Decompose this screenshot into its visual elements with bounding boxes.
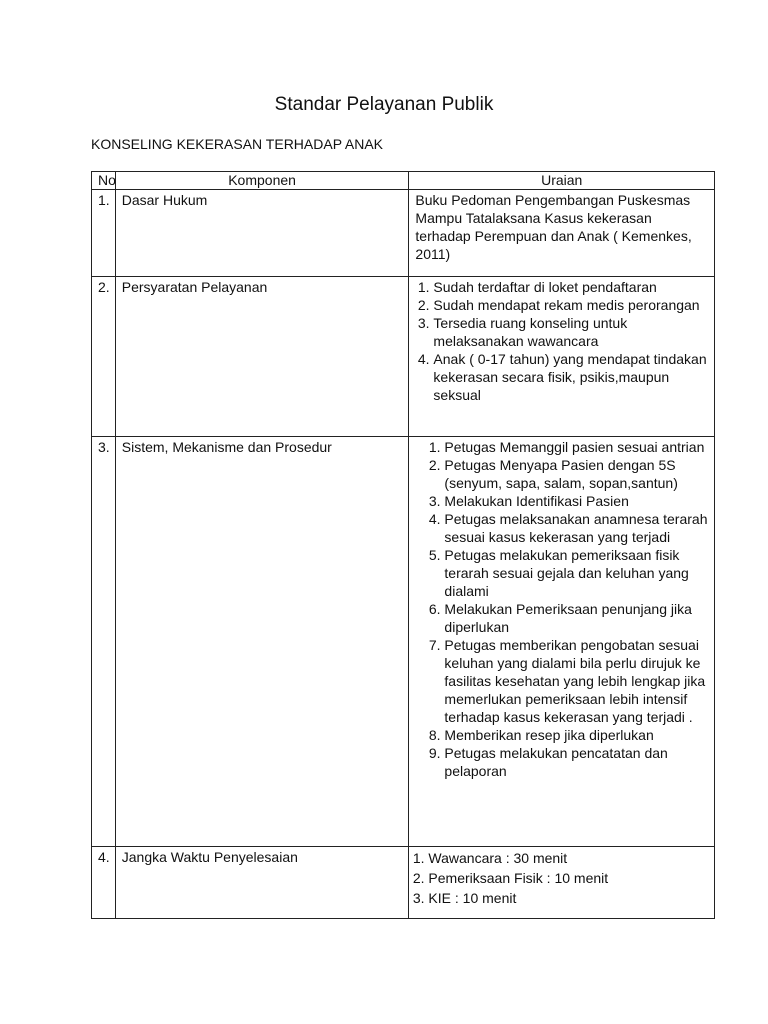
row-number: 1. bbox=[92, 190, 116, 277]
row-number: 3. bbox=[92, 437, 116, 847]
section-title: KONSELING KEKERASAN TERHADAP ANAK bbox=[91, 136, 384, 152]
list-item: 3. Tersedia ruang konseling untuk melaksanakan wawancara bbox=[433, 314, 708, 350]
list-item: 9. Petugas melakukan pencatatan dan pelaporan bbox=[444, 744, 708, 780]
row-uraian bbox=[409, 277, 715, 437]
list-item: 2. Pemeriksaan Fisik : 10 menit bbox=[428, 868, 708, 888]
table-row bbox=[92, 190, 715, 277]
list-item: 1. Wawancara : 30 menit bbox=[428, 848, 708, 868]
list-item: 5. Petugas melakukan pemeriksaan fisik terarah sesuai gejala dan keluhan yang dialami bbox=[444, 546, 708, 600]
list-item: 4. Petugas melaksanakan anamnesa terarah sesuai kasus kekerasan yang terjadi bbox=[444, 510, 708, 546]
table-row bbox=[92, 847, 715, 919]
list-item: 2. Petugas Menyapa Pasien dengan 5S (senyum, sapa, salam, sopan,santun) bbox=[444, 456, 708, 492]
uraian-list bbox=[415, 848, 708, 908]
table-row bbox=[92, 277, 715, 437]
row-number: 2. bbox=[92, 277, 116, 437]
row-uraian bbox=[409, 190, 715, 277]
list-item: 3. KIE : 10 menit bbox=[428, 888, 708, 908]
list-item: 1. Sudah terdaftar di loket pendaftaran bbox=[433, 278, 708, 296]
header-uraian: Uraian bbox=[409, 172, 715, 190]
row-komponen: Sistem, Mekanisme dan Prosedur bbox=[115, 437, 409, 847]
row-komponen: Persyaratan Pelayanan bbox=[115, 277, 409, 437]
list-item: 8. Memberikan resep jika diperlukan bbox=[444, 726, 708, 744]
list-item: 2. Sudah mendapat rekam medis perorangan bbox=[433, 296, 708, 314]
list-item: 6. Melakukan Pemeriksaan penunjang jika diperlukan bbox=[444, 600, 708, 636]
list-item: 1. Petugas Memanggil pasien sesuai antrian bbox=[444, 438, 708, 456]
page-title: Standar Pelayanan Publik bbox=[274, 94, 494, 115]
row-komponen: Dasar Hukum bbox=[115, 190, 409, 277]
table-header-row bbox=[92, 172, 715, 190]
standard-table bbox=[91, 171, 715, 919]
list-item: 3. Melakukan Identifikasi Pasien bbox=[444, 492, 708, 510]
row-uraian bbox=[409, 437, 715, 847]
list-item: 7. Petugas memberikan pengobatan sesuai keluhan yang dialami bila perlu dirujuk ke fasilitas kesehatan yang lebih lengkap jika memerlukan pemeriksaan lebih intensif terhadap kasus kekerasan yang terjadi . bbox=[444, 636, 708, 726]
uraian-list bbox=[415, 278, 708, 404]
row-komponen: Jangka Waktu Penyelesaian bbox=[115, 847, 409, 919]
uraian-text: Buku Pedoman Pengembangan Puskesmas Mampu Tatalaksana Kasus kekerasan terhadap Perempuan dan Anak ( Kemenkes, 2011) bbox=[415, 192, 692, 262]
header-komponen: Komponen bbox=[115, 172, 409, 190]
list-item: 4. Anak ( 0-17 tahun) yang mendapat tindakan kekerasan secara fisik, psikis,maupun seksual bbox=[433, 350, 708, 404]
uraian-list bbox=[415, 438, 708, 780]
table-row bbox=[92, 437, 715, 847]
header-no: No bbox=[92, 172, 116, 190]
row-uraian bbox=[409, 847, 715, 919]
row-number: 4. bbox=[92, 847, 116, 919]
